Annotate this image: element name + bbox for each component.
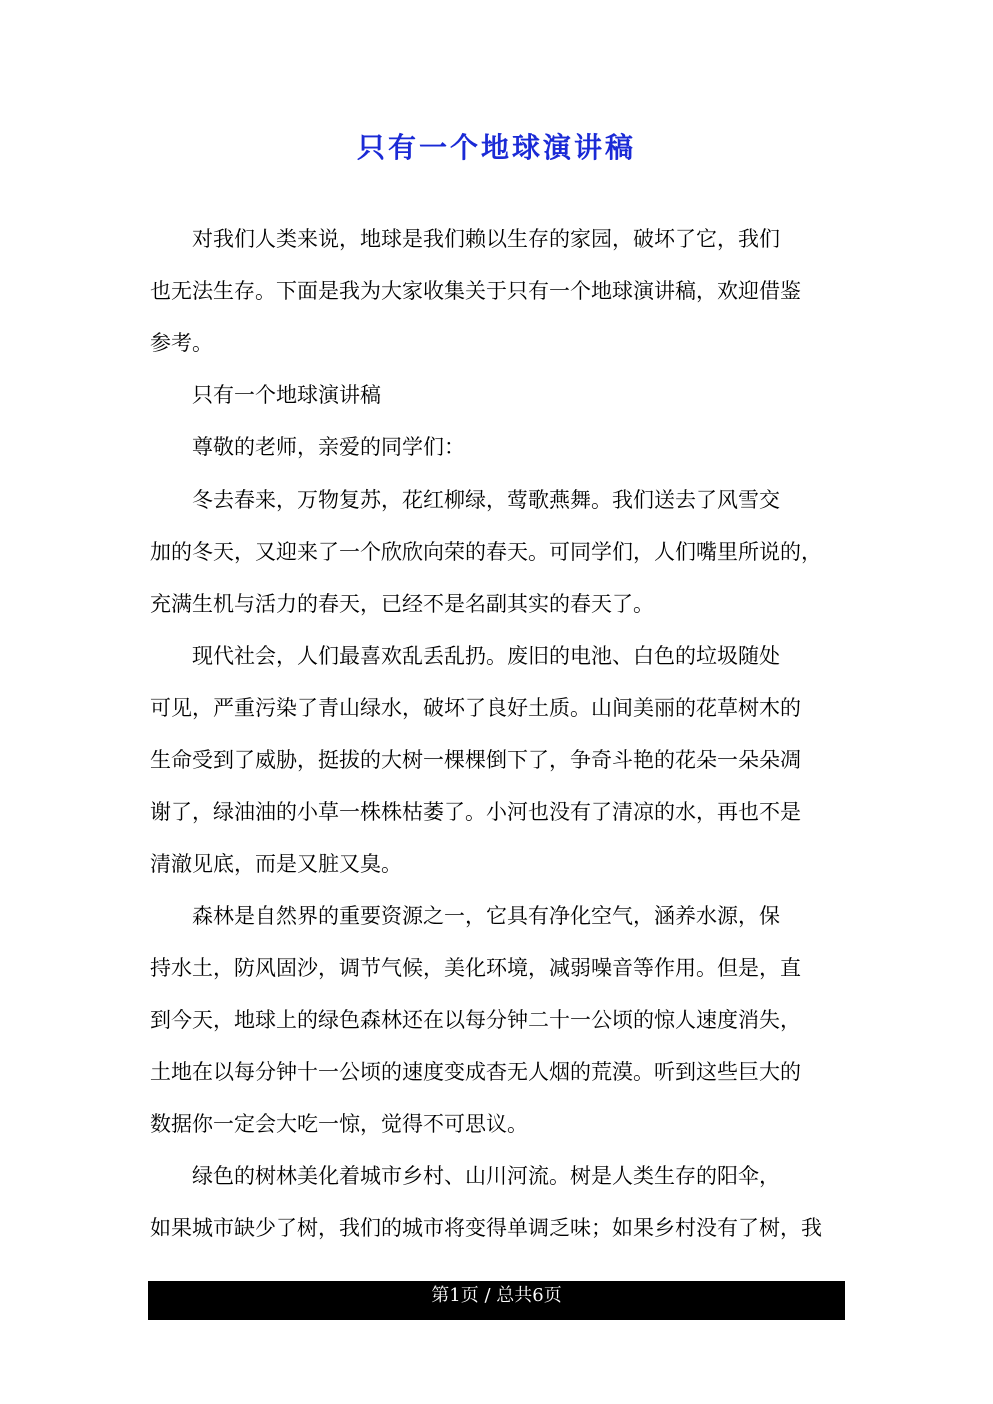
page-footer bbox=[148, 1281, 845, 1320]
body-line: 生命受到了威胁，挺拔的大树一棵棵倒下了，争奇斗艳的花朵一朵朵凋 bbox=[150, 748, 801, 772]
body-line: 也无法生存。下面是我为大家收集关于只有一个地球演讲稿，欢迎借鉴 bbox=[150, 279, 801, 303]
body-line: 到今天，地球上的绿色森林还在以每分钟二十一公顷的惊人速度消失， bbox=[150, 1008, 801, 1032]
body-line: 充满生机与活力的春天，已经不是名副其实的春天了。 bbox=[150, 592, 654, 616]
page-indicator: 第1页 / 总共6页 bbox=[431, 1285, 562, 1306]
body-line: 绿色的树林美化着城市乡村、山川河流。树是人类生存的阳伞， bbox=[150, 1164, 780, 1188]
body-line: 清澈见底，而是又脏又臭。 bbox=[150, 852, 402, 876]
section-heading: 只有一个地球演讲稿 bbox=[150, 383, 381, 407]
salutation: 尊敬的老师，亲爱的同学们： bbox=[150, 435, 465, 459]
body-line: 数据你一定会大吃一惊，觉得不可思议。 bbox=[150, 1112, 528, 1136]
body-line: 对我们人类来说，地球是我们赖以生存的家园，破坏了它，我们 bbox=[150, 227, 780, 251]
body-line: 土地在以每分钟十一公顷的速度变成杳无人烟的荒漠。听到这些巨大的 bbox=[150, 1060, 801, 1084]
body-line: 持水土，防风固沙，调节气候，美化环境，减弱噪音等作用。但是，直 bbox=[150, 956, 801, 980]
body-line: 谢了，绿油油的小草一株株枯萎了。小河也没有了清凉的水，再也不是 bbox=[150, 800, 801, 824]
body-line: 如果城市缺少了树，我们的城市将变得单调乏味；如果乡村没有了树，我 bbox=[150, 1216, 822, 1240]
body-line: 冬去春来，万物复苏，花红柳绿，莺歌燕舞。我们送去了风雪交 bbox=[150, 488, 780, 512]
body-line: 参考。 bbox=[150, 331, 213, 355]
body-line: 现代社会，人们最喜欢乱丢乱扔。废旧的电池、白色的垃圾随处 bbox=[150, 644, 780, 668]
document-title: 只有一个地球演讲稿 bbox=[356, 131, 636, 164]
body-line: 可见，严重污染了青山绿水，破坏了良好土质。山间美丽的花草树木的 bbox=[150, 696, 801, 720]
body-line: 加的冬天，又迎来了一个欣欣向荣的春天。可同学们，人们嘴里所说的， bbox=[150, 540, 822, 564]
body-line: 森林是自然界的重要资源之一，它具有净化空气，涵养水源，保 bbox=[150, 904, 780, 928]
